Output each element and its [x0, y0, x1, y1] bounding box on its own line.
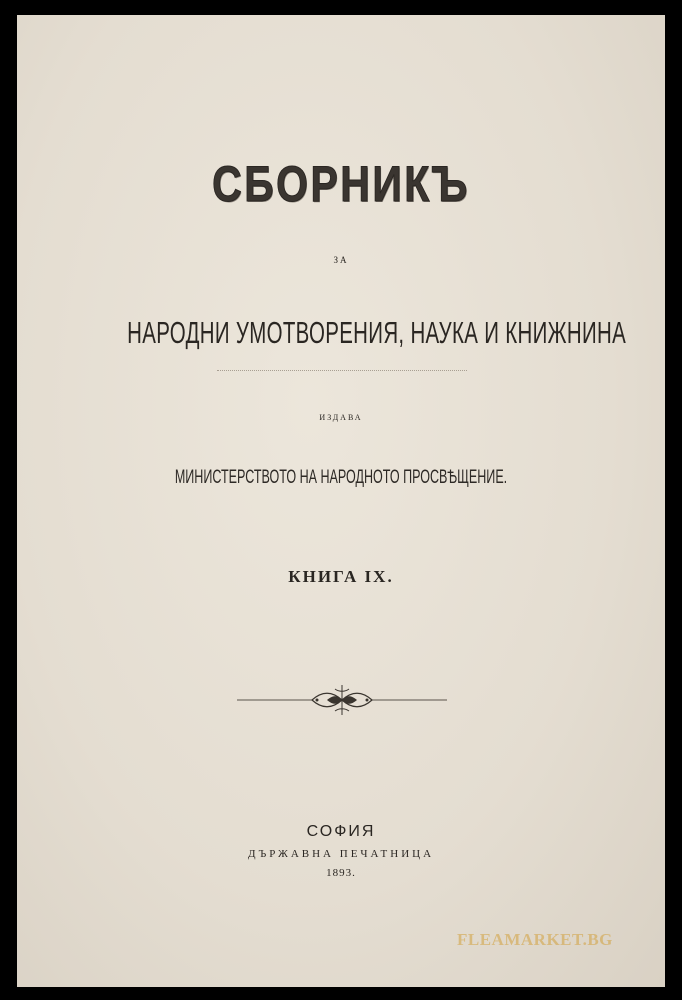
title-page: [17, 15, 665, 987]
izdava-label: ИЗДАВА: [319, 413, 363, 422]
volume-number: КНИГА IX.: [288, 567, 394, 586]
book-title: СБОРНИКЪ: [212, 156, 470, 212]
publisher-name: МИНИСТЕРСТВОТО НА НАРОДНОТО ПРОСВѢЩЕНИЕ.: [174, 467, 508, 488]
watermark-text: FLEAMARKET.BG: [457, 930, 613, 949]
preposition-za: ЗА: [333, 255, 349, 265]
floral-ornament-icon: [237, 683, 447, 717]
city-name: СОФИЯ: [306, 823, 376, 840]
book-subtitle: НАРОДНИ УМОТВОРЕНИЯ, НАУКА И КНИЖНИНА: [127, 315, 627, 350]
dotted-divider: [217, 370, 467, 371]
publication-year: 1893.: [326, 867, 356, 879]
printing-house: ДЪРЖАВНА ПЕЧАТНИЦА: [247, 848, 435, 860]
